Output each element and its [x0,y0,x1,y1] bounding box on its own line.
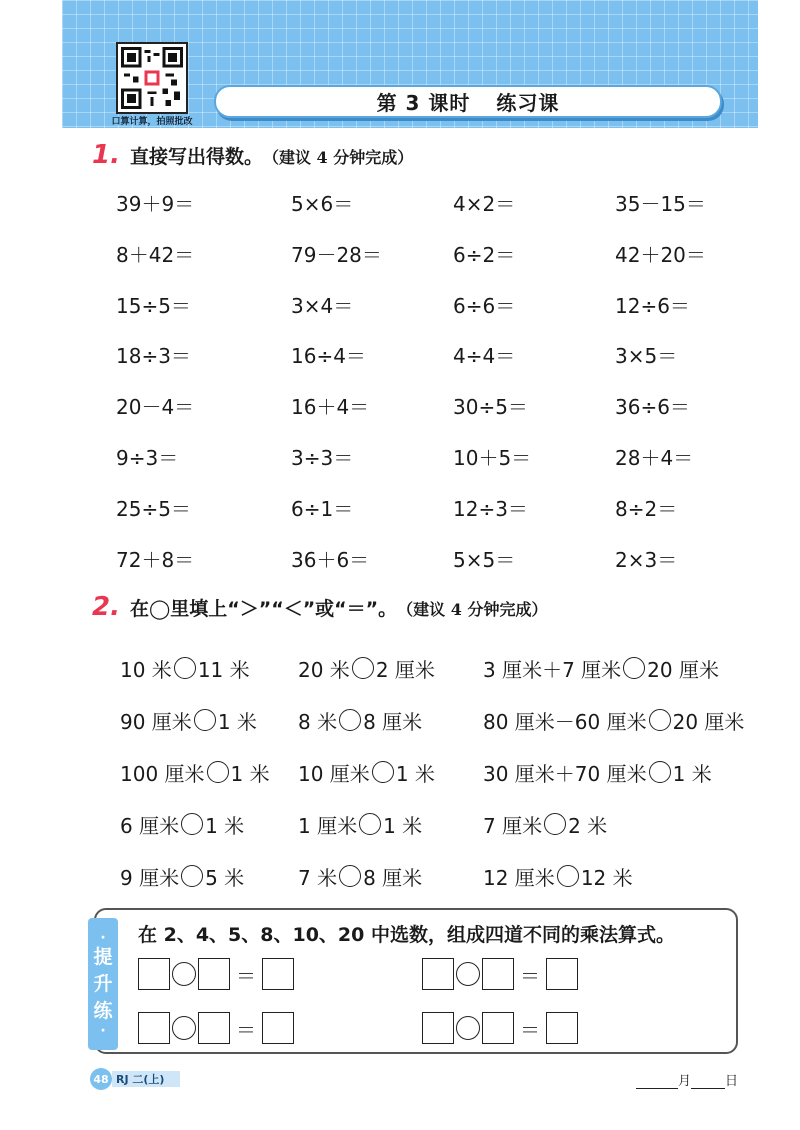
comparison-item [483,862,753,891]
comparison-right: 20 厘米 [647,657,719,682]
comparison-left: 3 厘米＋7 厘米 [483,657,622,682]
answer-box[interactable] [138,958,170,990]
operator-circle[interactable] [456,1016,480,1040]
operator-circle[interactable] [172,1016,196,1040]
comparison-right: 1 米 [383,813,423,838]
equals-sign: ＝ [520,1017,540,1042]
comparison-item [298,654,483,683]
math-row [116,290,756,341]
tab-char: · [100,929,106,946]
answer-box[interactable] [546,1012,578,1044]
math-problem[interactable]: 5×6＝ [291,192,354,216]
math-problem[interactable]: 18÷3＝ [116,344,191,369]
qr-caption: 口算计算，拍照批改 [111,117,193,127]
math-problem[interactable]: 16＋4＝ [291,395,370,420]
math-row [116,544,756,595]
math-problem[interactable]: 16÷4＝ [291,344,366,369]
answer-box[interactable] [546,958,578,990]
compare-circle[interactable] [649,761,671,783]
operator-circle[interactable] [172,962,196,986]
math-problem[interactable]: 28＋4＝ [615,445,694,470]
math-row [116,188,756,239]
month-label: 月 [678,1074,692,1089]
comparison-item [483,758,753,787]
math-problem[interactable]: 2×3＝ [615,547,678,572]
math-problem[interactable]: 30÷5＝ [453,395,528,420]
answer-box[interactable] [262,1012,294,1044]
comparison-right: 2 厘米 [375,657,435,682]
section-1-number: 1. [92,140,120,170]
comparison-left: 10 厘米 [298,761,370,786]
math-problem[interactable]: 6÷1＝ [291,496,354,521]
qr-code-icon[interactable] [116,42,188,114]
comparison-item [483,706,753,735]
math-problem[interactable]: 25÷5＝ [116,496,191,521]
math-problem[interactable]: 6÷2＝ [453,242,516,267]
math-problem[interactable]: 20－4＝ [116,395,195,420]
math-row [116,493,756,544]
math-problem[interactable]: 8＋42＝ [116,242,195,267]
comparison-right: 8 厘米 [363,865,423,890]
math-problem[interactable]: 36＋6＝ [291,547,370,572]
math-problem[interactable]: 10＋5＝ [453,445,532,470]
comparison-item [483,654,753,683]
comparison-row [120,850,760,902]
comparison-right: 1 米 [217,709,257,734]
comparison-left: 7 米 [298,865,338,890]
math-problem[interactable]: 3×5＝ [615,344,678,369]
comparison-right: 12 米 [580,865,633,890]
comparison-left: 90 厘米 [120,709,192,734]
comparison-row [120,694,760,746]
compare-circle[interactable] [207,761,229,783]
comparison-item [120,862,298,891]
comparison-left: 7 厘米 [483,813,543,838]
math-row [116,442,756,493]
equals-sign: ＝ [520,963,540,988]
comparison-item [120,810,298,839]
math-problem[interactable]: 36÷6＝ [615,395,690,420]
answer-box[interactable] [198,1012,230,1044]
math-problem[interactable]: 4×2＝ [453,192,516,216]
comparison-grid [120,642,760,902]
comparison-left: 30 厘米＋70 厘米 [483,761,647,786]
comparison-left: 6 厘米 [120,813,180,838]
section-2-heading [92,592,547,622]
compare-circle[interactable] [544,813,566,835]
comparison-item [120,654,298,683]
compare-circle[interactable] [194,709,216,731]
math-problem[interactable]: 12÷6＝ [615,293,690,318]
improve-instruction: 在 2、4、5、8、10、20 中选数，组成四道不同的乘法算式。 [138,924,675,946]
compare-circle[interactable] [359,813,381,835]
comparison-right: 1 米 [205,813,245,838]
answer-box[interactable] [422,1012,454,1044]
tab-char: 升 [93,972,113,995]
answer-box[interactable] [482,958,514,990]
equals-sign: ＝ [236,1017,256,1042]
math-row [116,391,756,442]
comparison-left: 1 厘米 [298,813,358,838]
comparison-left: 80 厘米－60 厘米 [483,709,647,734]
comparison-row [120,798,760,850]
comparison-right: 1 米 [672,761,712,786]
compare-circle[interactable] [372,761,394,783]
comparison-left: 10 米 [120,657,172,682]
section-1-note: （建议 4 分钟完成） [262,148,414,167]
section-2-number: 2. [92,592,120,622]
compare-circle[interactable] [623,657,645,679]
math-row [116,239,756,290]
equals-sign: ＝ [236,963,256,988]
improve-tab [88,918,118,1050]
math-problem[interactable]: 8÷2＝ [615,496,678,521]
comparison-right: 1 米 [230,761,270,786]
formula-2 [422,958,578,990]
comparison-item [298,862,483,891]
comparison-row [120,642,760,694]
comparison-item [483,810,753,839]
answer-box[interactable] [262,958,294,990]
comparison-item [120,758,298,787]
math-problem[interactable]: 6÷6＝ [453,293,516,318]
math-problem[interactable]: 5×5＝ [453,547,516,572]
compare-circle[interactable] [557,865,579,887]
math-problem[interactable]: 3÷3＝ [291,445,354,470]
math-row [116,340,756,391]
lesson-title-bar [214,85,722,118]
comparison-right: 5 米 [205,865,245,890]
comparison-left: 9 厘米 [120,865,180,890]
math-problem[interactable]: 15÷5＝ [116,293,191,318]
date-field [636,1070,738,1089]
math-problem[interactable]: 12÷3＝ [453,496,528,521]
math-problem[interactable]: 72＋8＝ [116,547,195,572]
tab-char: · [100,1022,106,1039]
comparison-row [120,746,760,798]
math-problem[interactable]: 79－28＝ [291,242,382,267]
comparison-left: 20 米 [298,657,350,682]
lesson-number: 第 3 课时 [376,91,471,115]
comparison-item [298,706,483,735]
tab-char: 提 [93,945,113,968]
comparison-item [298,810,483,839]
answer-box[interactable] [198,958,230,990]
math-problem[interactable]: 9÷3＝ [116,445,179,470]
page-title: 练习课 [496,91,560,115]
grade-label: RJ 二(上) [112,1071,180,1087]
operator-circle[interactable] [456,962,480,986]
day-blank[interactable] [691,1075,725,1089]
comparison-item [298,758,483,787]
page-number: 48 [90,1068,112,1090]
math-problem[interactable]: 42＋20＝ [615,242,706,267]
math-problem[interactable]: 4÷4＝ [453,344,516,369]
mental-math-grid [116,188,756,594]
month-blank[interactable] [636,1075,678,1089]
compare-circle[interactable] [181,865,203,887]
compare-circle[interactable] [352,657,374,679]
comparison-right: 11 米 [197,657,250,682]
section-1-heading [92,140,413,170]
answer-box[interactable] [422,958,454,990]
comparison-left: 100 厘米 [120,761,205,786]
section-1-instruction: 直接写出得数。 [129,146,263,168]
compare-circle[interactable] [649,709,671,731]
comparison-right: 8 厘米 [363,709,423,734]
formula-3 [138,1012,294,1044]
formula-4 [422,1012,578,1044]
comparison-left: 8 米 [298,709,338,734]
section-2-note: （建议 4 分钟完成） [397,600,548,619]
math-problem[interactable]: 39＋9＝ [116,192,195,216]
comparison-left: 12 厘米 [483,865,555,890]
answer-box[interactable] [138,1012,170,1044]
tab-char: 练 [93,999,113,1022]
formula-1 [138,958,294,990]
comparison-right: 1 米 [395,761,435,786]
comparison-right: 2 米 [568,813,608,838]
compare-circle[interactable] [339,709,361,731]
compare-circle[interactable] [174,657,196,679]
math-problem[interactable]: 35－15＝ [615,192,706,216]
section-2-instruction: 在◯里填上“＞”“＜”或“＝”。 [129,598,398,620]
day-label: 日 [725,1074,739,1089]
compare-circle[interactable] [181,813,203,835]
comparison-right: 20 厘米 [672,709,745,734]
answer-box[interactable] [482,1012,514,1044]
math-problem[interactable]: 3×4＝ [291,293,354,318]
comparison-item [120,706,298,735]
compare-circle[interactable] [339,865,361,887]
